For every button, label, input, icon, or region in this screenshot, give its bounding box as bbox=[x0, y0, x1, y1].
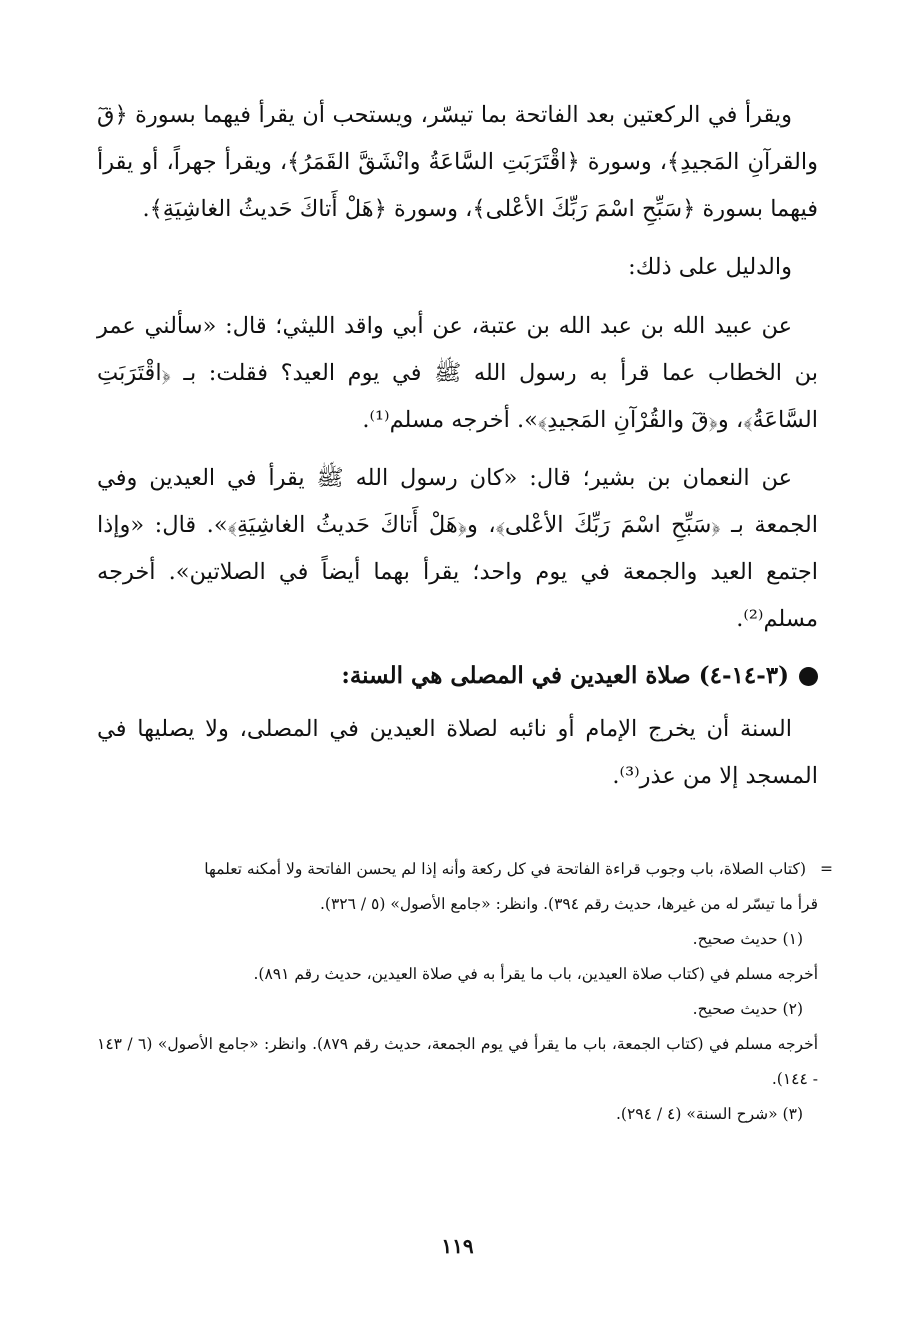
evidence-heading: والدليل على ذلك: bbox=[628, 254, 792, 280]
section-heading-text: (٣-١٤-٤) صلاة العيدين في المصلى هي السنة: bbox=[341, 662, 789, 689]
footnote-3: (٣) «شرح السنة» (٤ / ٢٩٤). bbox=[616, 1105, 803, 1123]
paragraph-hadith-numan: عن النعمان بن بشير؛ قال: «كان رسول الله ﷺ يقرأ في العيدين وفي الجمعة بـ ﴿سَبِّحِ اسْمَ رَبِّكَ الأعْلى﴾، و﴿هَلْ أَتاكَ حَديثُ الغاشِيَةِ﴾». قال: «وإذا اجتمع العيد والجمعة في يوم واحد؛ يقرأ بهما أيضاً في الصلاتين». أخرجه مسلم⁽²⁾. bbox=[97, 465, 818, 632]
footnote-2-body: أخرجه مسلم في (كتاب الجمعة، باب ما يقرأ في يوم الجمعة، حديث رقم ٨٧٩). وانظر: «جامع الأصول» (٦ / ١٤٣ - ١٤٤). bbox=[97, 1035, 819, 1088]
footnotes-block bbox=[97, 852, 833, 1132]
footnote-1-body: أخرجه مسلم في (كتاب صلاة العيدين، باب ما يقرأ به في صلاة العيدين، حديث رقم ٨٩١). bbox=[253, 965, 818, 983]
footnote-continuation-line-1: (كتاب الصلاة، باب وجوب قراءة الفاتحة في كل ركعة وأنه إذا لم يحسن الفاتحة ولا أمكنه تعلمها bbox=[204, 860, 806, 878]
bullet-icon bbox=[799, 667, 818, 686]
footnote-continuation bbox=[97, 852, 833, 887]
page-number: ١١٩ bbox=[441, 1234, 474, 1258]
continuation-mark: = bbox=[820, 860, 833, 878]
paragraph-musalla: السنة أن يخرج الإمام أو نائبه لصلاة العيدين في المصلى، ولا يصليها في المسجد إلا من عذر⁽³⁾. bbox=[97, 716, 818, 789]
paragraph-hadith-abu-waqid: عن عبيد الله بن عبد الله بن عتبة، عن أبي واقد الليثي؛ قال: «سألني عمر بن الخطاب عما قرأ به رسول الله ﷺ في يوم العيد؟ فقلت: بـ ﴿اقْتَرَبَتِ السَّاعَةُ﴾، و﴿قٓ والقُرْآنِ المَجيدِ﴾». أخرجه مسلم⁽¹⁾. bbox=[97, 313, 818, 433]
section-heading bbox=[97, 654, 818, 698]
footnote-1-title: (١) حديث صحيح. bbox=[692, 930, 803, 948]
footnote-continuation-line-2: قرأ ما تيسّر له من غيرها، حديث رقم ٣٩٤). وانظر: «جامع الأصول» (٥ / ٣٢٦). bbox=[319, 895, 818, 913]
footnote-2-title: (٢) حديث صحيح. bbox=[692, 1000, 803, 1018]
paragraph-recitation: ويقرأ في الركعتين بعد الفاتحة بما تيسّر، ويستحب أن يقرأ فيهما بسورة ﴿قٓ والقرآنِ المَجيدِ﴾، وسورة ﴿اقْتَرَبَتِ السَّاعَةُ وانْشَقَّ القَمَرُ﴾، ويقرأ جهراً، أو يقرأ فيهما بسورة ﴿سَبِّحِ اسْمَ رَبِّكَ الأعْلى﴾، وسورة ﴿هَلْ أَتاكَ حَديثُ الغاشِيَةِ﴾. bbox=[97, 102, 818, 222]
main-text-block bbox=[97, 92, 818, 811]
